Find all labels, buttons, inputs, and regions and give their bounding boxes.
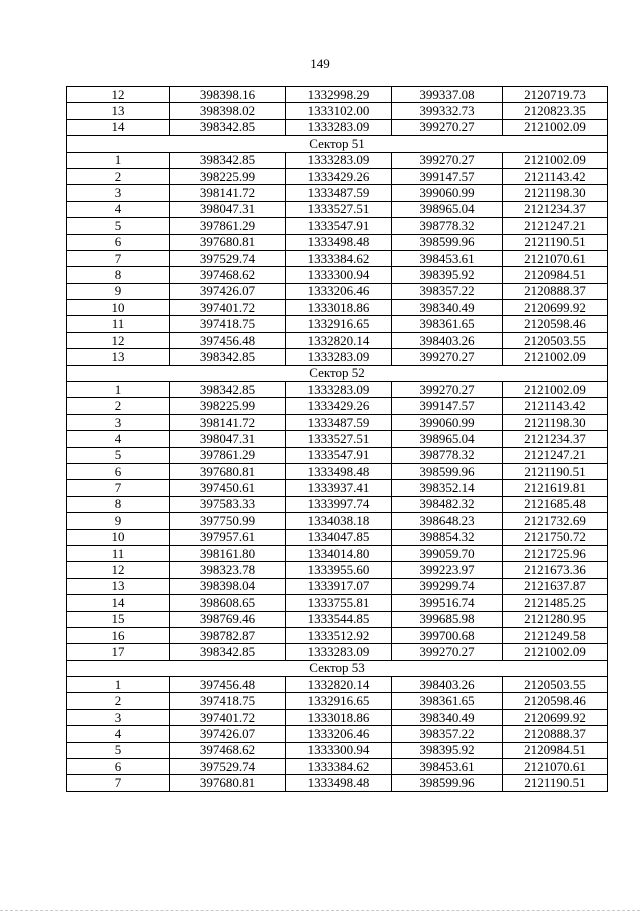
coordinate-cell: 1333527.51: [286, 201, 392, 217]
point-number-cell: 3: [67, 414, 170, 430]
table-row: [67, 447, 608, 463]
coordinate-cell: 399223.97: [392, 562, 503, 578]
table-row: [67, 382, 608, 398]
coordinate-cell: 2121619.81: [503, 480, 608, 496]
point-number-cell: 12: [67, 562, 170, 578]
table-row: [67, 218, 608, 234]
coordinate-cell: 1332916.65: [286, 316, 392, 332]
table-row: [67, 332, 608, 348]
coordinate-cell: 2121485.25: [503, 595, 608, 611]
coordinate-cell: 397456.48: [170, 332, 286, 348]
coordinate-cell: 2121002.09: [503, 119, 608, 135]
coordinate-cell: 398965.04: [392, 201, 503, 217]
coordinate-cell: 399059.70: [392, 545, 503, 561]
coordinate-cell: 399270.27: [392, 644, 503, 660]
table-row: [67, 234, 608, 250]
point-number-cell: 1: [67, 677, 170, 693]
coordinate-cell: 398361.65: [392, 693, 503, 709]
coordinate-cell: 2121673.36: [503, 562, 608, 578]
coordinate-cell: 1333384.62: [286, 759, 392, 775]
coordinate-cell: 2121002.09: [503, 152, 608, 168]
point-number-cell: 9: [67, 283, 170, 299]
coordinate-cell: 1333917.07: [286, 578, 392, 594]
coordinate-cell: 2120699.92: [503, 300, 608, 316]
table-row: [67, 562, 608, 578]
coordinate-cell: 397680.81: [170, 463, 286, 479]
coordinate-cell: 1333300.94: [286, 742, 392, 758]
point-number-cell: 12: [67, 332, 170, 348]
table-row: [67, 300, 608, 316]
coordinate-cell: 398782.87: [170, 627, 286, 643]
coordinate-cell: 397861.29: [170, 218, 286, 234]
coordinate-cell: 398453.61: [392, 250, 503, 266]
table-row: [67, 644, 608, 660]
coordinate-cell: 2121247.21: [503, 218, 608, 234]
coordinate-cell: 1333955.60: [286, 562, 392, 578]
coordinate-cell: 398342.85: [170, 119, 286, 135]
point-number-cell: 13: [67, 103, 170, 119]
coordinate-cell: 398965.04: [392, 431, 503, 447]
coordinate-cell: 398599.96: [392, 775, 503, 791]
coordinate-cell: 1332820.14: [286, 332, 392, 348]
table-row: [67, 529, 608, 545]
coordinate-cell: 398323.78: [170, 562, 286, 578]
coordinate-cell: 398225.99: [170, 398, 286, 414]
table-row: [67, 545, 608, 561]
coordinate-cell: 397450.61: [170, 480, 286, 496]
coordinate-cell: 397861.29: [170, 447, 286, 463]
point-number-cell: 7: [67, 250, 170, 266]
coordinate-cell: 1333527.51: [286, 431, 392, 447]
point-number-cell: 16: [67, 627, 170, 643]
coordinate-cell: 397583.33: [170, 496, 286, 512]
point-number-cell: 7: [67, 480, 170, 496]
point-number-cell: 2: [67, 168, 170, 184]
coordinate-cell: 2120503.55: [503, 332, 608, 348]
coordinate-cell: 2121190.51: [503, 775, 608, 791]
coordinate-cell: 399337.08: [392, 87, 503, 103]
point-number-cell: 1: [67, 152, 170, 168]
coordinate-cell: 397456.48: [170, 677, 286, 693]
coordinate-cell: 1333300.94: [286, 267, 392, 283]
point-number-cell: 8: [67, 496, 170, 512]
coordinate-cell: 399685.98: [392, 611, 503, 627]
coordinate-cell: 399516.74: [392, 595, 503, 611]
coordinate-cell: 1333018.86: [286, 300, 392, 316]
table-row: [67, 496, 608, 512]
coordinate-cell: 1333283.09: [286, 349, 392, 365]
coordinate-cell: 397529.74: [170, 250, 286, 266]
table-row: [67, 267, 608, 283]
coordinate-cell: 2120888.37: [503, 726, 608, 742]
coordinate-cell: 397418.75: [170, 316, 286, 332]
point-number-cell: 7: [67, 775, 170, 791]
point-number-cell: 6: [67, 234, 170, 250]
point-number-cell: 3: [67, 709, 170, 725]
coordinate-cell: 398342.85: [170, 382, 286, 398]
coordinate-cell: 2121143.42: [503, 398, 608, 414]
table-row: [67, 87, 608, 103]
coordinate-cell: 399270.27: [392, 119, 503, 135]
coordinate-cell: 398599.96: [392, 463, 503, 479]
coordinate-cell: 2120984.51: [503, 742, 608, 758]
table-row: [67, 513, 608, 529]
coordinate-cell: 2121750.72: [503, 529, 608, 545]
coordinate-cell: 397401.72: [170, 300, 286, 316]
table-row: [67, 742, 608, 758]
sector-header-row: [67, 660, 608, 676]
point-number-cell: 10: [67, 300, 170, 316]
table-row: [67, 250, 608, 266]
coordinate-cell: 398357.22: [392, 283, 503, 299]
coordinate-cell: 2121234.37: [503, 201, 608, 217]
point-number-cell: 14: [67, 595, 170, 611]
coordinate-cell: 1333544.85: [286, 611, 392, 627]
coordinate-cell: 1333018.86: [286, 709, 392, 725]
coordinate-cell: 1333206.46: [286, 283, 392, 299]
coordinate-cell: 398403.26: [392, 332, 503, 348]
table-row: [67, 119, 608, 135]
table-row: [67, 693, 608, 709]
point-number-cell: 6: [67, 463, 170, 479]
coordinate-cell: 399700.68: [392, 627, 503, 643]
point-number-cell: 10: [67, 529, 170, 545]
table-row: [67, 103, 608, 119]
point-number-cell: 4: [67, 431, 170, 447]
coordinate-cell: 1332820.14: [286, 677, 392, 693]
coordinate-cell: 1333498.48: [286, 463, 392, 479]
point-number-cell: 1: [67, 382, 170, 398]
coordinate-cell: 398361.65: [392, 316, 503, 332]
coordinates-table: [66, 86, 608, 792]
table-row: [67, 316, 608, 332]
coordinate-cell: 2121198.30: [503, 414, 608, 430]
coordinate-cell: 2120888.37: [503, 283, 608, 299]
table-row: [67, 611, 608, 627]
coordinate-cell: 397426.07: [170, 726, 286, 742]
coordinate-cell: 1333547.91: [286, 447, 392, 463]
point-number-cell: 4: [67, 726, 170, 742]
coordinate-cell: 1333283.09: [286, 644, 392, 660]
point-number-cell: 2: [67, 398, 170, 414]
coordinate-cell: 397680.81: [170, 234, 286, 250]
coordinate-cell: 397401.72: [170, 709, 286, 725]
coordinate-cell: 2120719.73: [503, 87, 608, 103]
sector-title: Сектор 52: [67, 365, 608, 381]
coordinate-cell: 397750.99: [170, 513, 286, 529]
coordinate-cell: 399332.73: [392, 103, 503, 119]
coordinate-cell: 2120598.46: [503, 316, 608, 332]
table-row: [67, 431, 608, 447]
coordinate-cell: 2121280.95: [503, 611, 608, 627]
coordinate-cell: 2121190.51: [503, 234, 608, 250]
coordinate-cell: 2120823.35: [503, 103, 608, 119]
coordinate-cell: 2120699.92: [503, 709, 608, 725]
table-row: [67, 726, 608, 742]
coordinate-cell: 1333206.46: [286, 726, 392, 742]
coordinate-cell: 398398.04: [170, 578, 286, 594]
sector-title: Сектор 53: [67, 660, 608, 676]
point-number-cell: 14: [67, 119, 170, 135]
point-number-cell: 4: [67, 201, 170, 217]
coordinate-cell: 1333512.92: [286, 627, 392, 643]
coordinate-cell: 398778.32: [392, 447, 503, 463]
coordinate-cell: 2121002.09: [503, 349, 608, 365]
coordinate-cell: 1333487.59: [286, 414, 392, 430]
point-number-cell: 5: [67, 447, 170, 463]
table-row: [67, 463, 608, 479]
point-number-cell: 11: [67, 316, 170, 332]
table-row: [67, 677, 608, 693]
table-row: [67, 349, 608, 365]
coordinate-cell: 398342.85: [170, 349, 286, 365]
coordinate-cell: 2121234.37: [503, 431, 608, 447]
coordinate-cell: 398225.99: [170, 168, 286, 184]
coordinate-cell: 1333384.62: [286, 250, 392, 266]
coordinate-cell: 398352.14: [392, 480, 503, 496]
coordinate-cell: 398398.16: [170, 87, 286, 103]
coordinate-cell: 398854.32: [392, 529, 503, 545]
point-number-cell: 6: [67, 759, 170, 775]
table-row: [67, 480, 608, 496]
point-number-cell: 15: [67, 611, 170, 627]
coordinate-cell: 1333283.09: [286, 152, 392, 168]
coordinate-cell: 2121190.51: [503, 463, 608, 479]
coordinate-cell: 1332998.29: [286, 87, 392, 103]
coordinate-cell: 1333547.91: [286, 218, 392, 234]
coordinate-cell: 1333102.00: [286, 103, 392, 119]
coordinate-cell: 2120984.51: [503, 267, 608, 283]
coordinate-cell: 398047.31: [170, 431, 286, 447]
table-row: [67, 775, 608, 791]
table-row: [67, 283, 608, 299]
coordinate-cell: 398342.85: [170, 644, 286, 660]
coordinate-cell: 399147.57: [392, 168, 503, 184]
coordinate-cell: 398769.46: [170, 611, 286, 627]
coordinate-cell: 2121070.61: [503, 759, 608, 775]
coordinate-cell: 2121249.58: [503, 627, 608, 643]
coordinate-cell: 1333283.09: [286, 119, 392, 135]
coordinate-cell: 398403.26: [392, 677, 503, 693]
coordinate-cell: 398340.49: [392, 300, 503, 316]
coordinate-cell: 1333937.41: [286, 480, 392, 496]
point-number-cell: 13: [67, 349, 170, 365]
coordinate-cell: 398608.65: [170, 595, 286, 611]
coordinate-cell: 399270.27: [392, 382, 503, 398]
coordinate-cell: 397529.74: [170, 759, 286, 775]
coordinate-cell: 398161.80: [170, 545, 286, 561]
coordinate-cell: 397680.81: [170, 775, 286, 791]
point-number-cell: 17: [67, 644, 170, 660]
table-row: [67, 152, 608, 168]
coordinate-cell: 398395.92: [392, 267, 503, 283]
point-number-cell: 2: [67, 693, 170, 709]
page-bottom-edge: [0, 910, 640, 912]
coordinate-cell: 2121685.48: [503, 496, 608, 512]
coordinate-cell: 1334014.80: [286, 545, 392, 561]
coordinate-cell: 398648.23: [392, 513, 503, 529]
sector-title: Сектор 51: [67, 136, 608, 152]
coordinate-cell: 399147.57: [392, 398, 503, 414]
coordinate-cell: 2121725.96: [503, 545, 608, 561]
table-row: [67, 709, 608, 725]
coordinate-cell: 398342.85: [170, 152, 286, 168]
table-row: [67, 185, 608, 201]
coordinate-cell: 399060.99: [392, 414, 503, 430]
coordinates-table-body: [67, 87, 608, 792]
table-row: [67, 398, 608, 414]
point-number-cell: 9: [67, 513, 170, 529]
page-number: 149: [310, 56, 330, 71]
coordinate-cell: 398047.31: [170, 201, 286, 217]
point-number-cell: 13: [67, 578, 170, 594]
coordinate-cell: 1333283.09: [286, 382, 392, 398]
coordinate-cell: 397426.07: [170, 283, 286, 299]
coordinate-cell: 399270.27: [392, 152, 503, 168]
coordinate-cell: 398482.32: [392, 496, 503, 512]
coordinate-cell: 2120598.46: [503, 693, 608, 709]
coordinate-cell: 398340.49: [392, 709, 503, 725]
coordinate-cell: 397468.62: [170, 742, 286, 758]
table-row: [67, 595, 608, 611]
sector-header-row: [67, 365, 608, 381]
coordinate-cell: 2121198.30: [503, 185, 608, 201]
coordinate-cell: 1334047.85: [286, 529, 392, 545]
coordinate-cell: 397957.61: [170, 529, 286, 545]
coordinate-cell: 397468.62: [170, 267, 286, 283]
coordinate-cell: 398357.22: [392, 726, 503, 742]
coordinate-cell: 398453.61: [392, 759, 503, 775]
point-number-cell: 8: [67, 267, 170, 283]
coordinate-cell: 2121143.42: [503, 168, 608, 184]
coordinate-cell: 398398.02: [170, 103, 286, 119]
point-number-cell: 12: [67, 87, 170, 103]
coordinate-cell: 2121002.09: [503, 382, 608, 398]
coordinate-cell: 398599.96: [392, 234, 503, 250]
coordinate-cell: 1333487.59: [286, 185, 392, 201]
table-row: [67, 201, 608, 217]
coordinate-cell: 2121002.09: [503, 644, 608, 660]
coordinate-cell: 2121070.61: [503, 250, 608, 266]
coordinate-cell: 1333429.26: [286, 168, 392, 184]
coordinate-cell: 1333498.48: [286, 775, 392, 791]
point-number-cell: 5: [67, 742, 170, 758]
coordinate-cell: 1333997.74: [286, 496, 392, 512]
coordinate-cell: 2121637.87: [503, 578, 608, 594]
coordinate-cell: 1332916.65: [286, 693, 392, 709]
coordinate-cell: 397418.75: [170, 693, 286, 709]
coordinate-cell: 398778.32: [392, 218, 503, 234]
coordinate-cell: 1333429.26: [286, 398, 392, 414]
coordinate-cell: 2120503.55: [503, 677, 608, 693]
point-number-cell: 11: [67, 545, 170, 561]
point-number-cell: 5: [67, 218, 170, 234]
table-row: [67, 168, 608, 184]
coordinate-cell: 399270.27: [392, 349, 503, 365]
coordinate-cell: 398141.72: [170, 414, 286, 430]
coordinate-cell: 399299.74: [392, 578, 503, 594]
sector-header-row: [67, 136, 608, 152]
table-row: [67, 414, 608, 430]
coordinate-cell: 1333755.81: [286, 595, 392, 611]
coordinate-cell: 2121247.21: [503, 447, 608, 463]
point-number-cell: 3: [67, 185, 170, 201]
coordinate-cell: 398395.92: [392, 742, 503, 758]
coordinate-cell: 1333498.48: [286, 234, 392, 250]
coordinate-cell: 399060.99: [392, 185, 503, 201]
table-row: [67, 759, 608, 775]
coordinate-cell: 1334038.18: [286, 513, 392, 529]
coordinate-cell: 398141.72: [170, 185, 286, 201]
table-row: [67, 578, 608, 594]
coordinate-cell: 2121732.69: [503, 513, 608, 529]
table-row: [67, 627, 608, 643]
